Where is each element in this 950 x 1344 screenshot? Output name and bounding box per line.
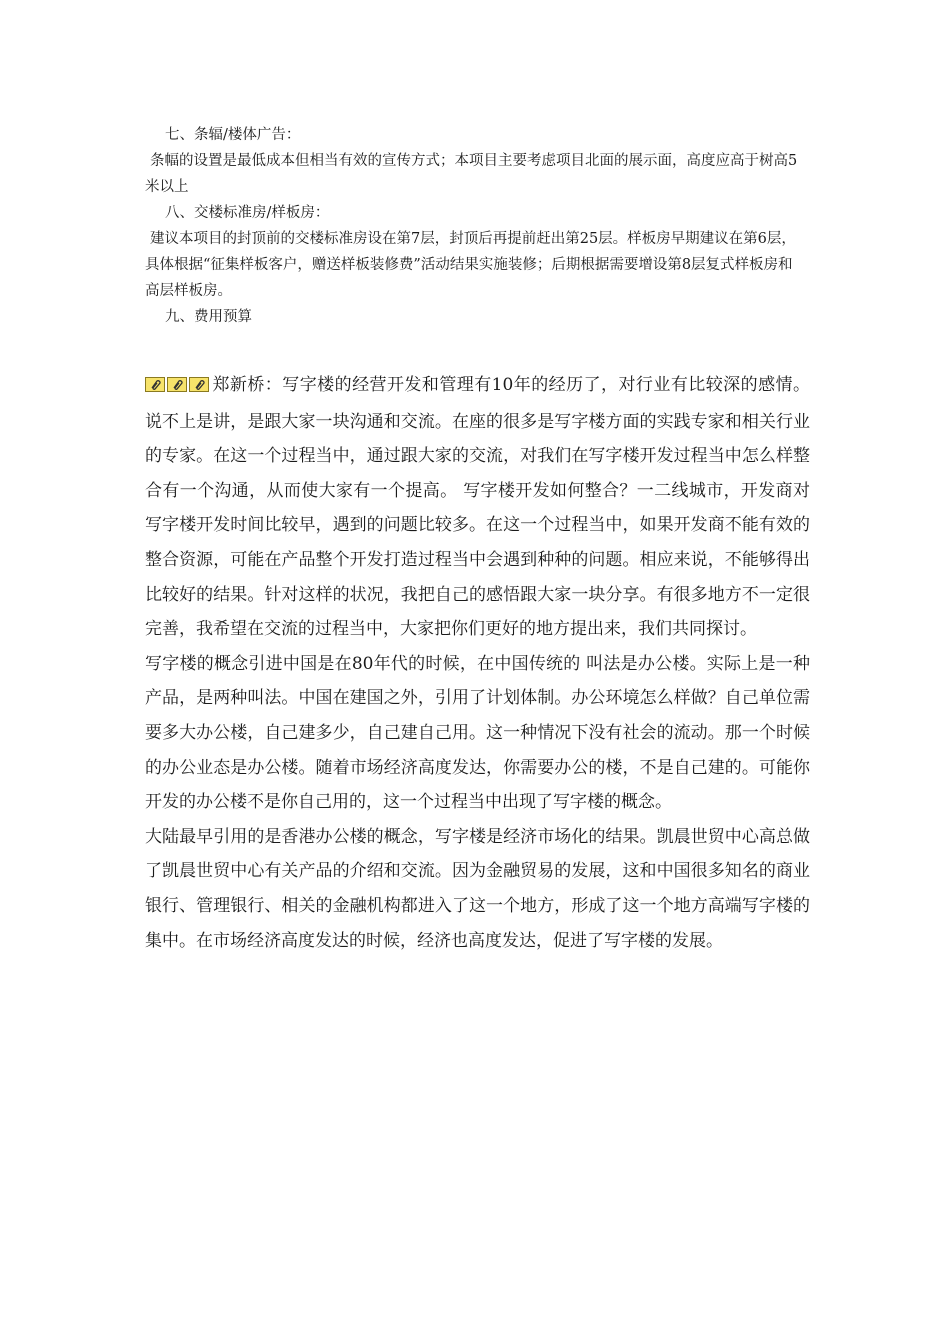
heading-7: 七、条辐/楼体广告： <box>165 127 301 143</box>
paperclip-icon[interactable] <box>189 377 209 392</box>
speech-section <box>145 368 810 958</box>
attachment-icons[interactable] <box>145 370 211 405</box>
proposal-section <box>145 122 805 330</box>
heading-8: 八、交楼标准房/样板房： <box>165 205 330 221</box>
paragraph-7: 条幅的设置是最低成本但相当有效的宣传方式；本项目主要考虑项目北面的展示面，高度应高于树高5米以上 <box>145 153 798 195</box>
heading-9: 九、费用预算 <box>165 309 252 325</box>
speech-paragraph-1-text: 郑新桥：写字楼的经营开发和管理有10年的经历了，对行业有比较深的感情。说不上是讲，是跟大家一块沟通和交流。在座的很多是写字楼方面的实践专家和相关行业的专家。在这一个过程当中，通过跟大家的交流，对我们在写字楼开发过程当中怎么样整合有一个沟通，从而使大家有一个提高。 写字楼开发如何整合？一二线城市，开发商对写字楼开发时间比较早，遇到的问题比较多。在这一个过程当中，如果开发商不能有效的整合资源，可能在产品整个开发打造过程当中会遇到种种的问题。相应来说，不能够得出比较好的结果。针对这样的状况，我把自己的感悟跟大家一块分享。有很多地方不一定很完善，我希望在交流的过程当中，大家把你们更好的地方提出来，我们共同探讨。 <box>145 375 810 640</box>
speech-paragraph-1 <box>145 368 810 647</box>
paperclip-icon[interactable] <box>167 377 187 392</box>
speech-paragraph-3: 大陆最早引用的是香港办公楼的概念，写字楼是经济市场化的结果。凯晨世贸中心高总做了凯晨世贸中心有关产品的介绍和交流。因为金融贸易的发展，这和中国很多知名的商业银行、管理银行、相关的金融机构都进入了这一个地方，形成了这一个地方高端写字楼的集中。在市场经济高度发达的时候，经济也高度发达，促进了写字楼的发展。 <box>145 826 810 951</box>
speech-paragraph-2: 写字楼的概念引进中国是在80年代的时候，在中国传统的 叫法是办公楼。实际上是一种产品，是两种叫法。中国在建国之外，引用了计划体制。办公环境怎么样做？自己单位需要多大办公楼，自己建多少，自己建自己用。这一种情况下没有社会的流动。那一个时候的办公业态是办公楼。随着市场经济高度发达，你需要办公的楼，不是自己建的。可能你开发的办公楼不是你自己用的，这一个过程当中出现了写字楼的概念。 <box>145 653 810 813</box>
paragraph-8: 建议本项目的封顶前的交楼标准房设在第7层，封顶后再提前赶出第25层。样板房早期建议在第6层，具体根据“征集样板客户，赠送样板装修费”活动结果实施装修；后期根据需要增设第8层复式样板房和高层样板房。 <box>145 231 796 299</box>
paperclip-icon[interactable] <box>145 377 165 392</box>
